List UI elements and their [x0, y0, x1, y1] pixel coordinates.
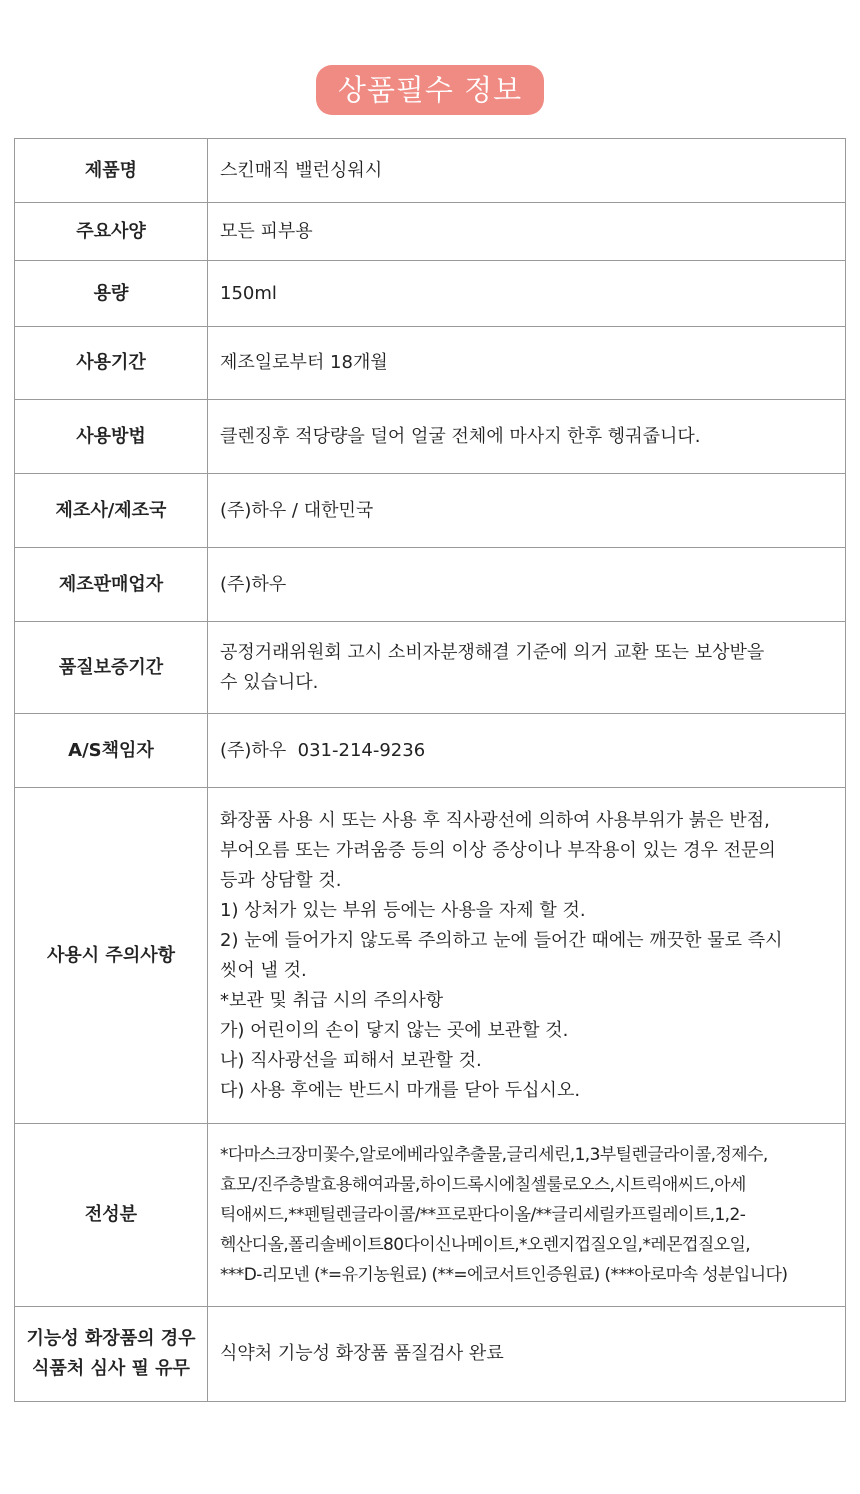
- row-value: 스킨매직 밸런싱워시: [208, 139, 846, 203]
- text-line: *다마스크장미꽃수,알로에베라잎추출물,글리세린,1,3부틸렌글라이콜,정제수,: [220, 1145, 768, 1165]
- row-label: 사용시 주의사항: [15, 788, 208, 1124]
- row-label: 품질보증기간: [15, 622, 208, 714]
- text-line: 등과 상담할 것.: [220, 869, 342, 891]
- row-value: 식약처 기능성 화장품 품질검사 완료: [208, 1307, 846, 1402]
- table-row: [15, 139, 846, 203]
- row-label: 전성분: [15, 1124, 208, 1307]
- row-value: 제조일로부터 18개월: [208, 327, 846, 400]
- label-line: 식품처 심사 필 유무: [32, 1358, 190, 1379]
- table-row: [15, 474, 846, 548]
- product-info-table: [14, 138, 846, 1402]
- table-row: [15, 203, 846, 261]
- table-row: [15, 548, 846, 622]
- table-row: [15, 714, 846, 788]
- row-label: [15, 1307, 208, 1402]
- text-line: ***D-리모넨 (*=유기농원료) (**=에코서트인증원료) (***아로마속 성분입니다): [220, 1265, 788, 1285]
- row-label: 제조사/제조국: [15, 474, 208, 548]
- row-label: 용량: [15, 261, 208, 327]
- text-line: 나) 직사광선을 피해서 보관할 것.: [220, 1049, 482, 1071]
- text-line: 화장품 사용 시 또는 사용 후 직사광선에 의하여 사용부위가 붉은 반점,: [220, 809, 770, 831]
- text-line: 가) 어린이의 손이 닿지 않는 곳에 보관할 것.: [220, 1019, 569, 1041]
- page-title: 상품필수 정보: [316, 65, 544, 115]
- table-row: [15, 1307, 846, 1402]
- row-value: 클렌징후 적당량을 덜어 얼굴 전체에 마사지 한후 헹궈줍니다.: [208, 400, 846, 474]
- label-line: 기능성 화장품의 경우: [26, 1328, 196, 1349]
- text-line: 수 있습니다.: [220, 671, 319, 693]
- text-line: 씻어 낼 것.: [220, 959, 307, 981]
- table-row: [15, 400, 846, 474]
- row-value: [208, 788, 846, 1124]
- row-label: A/S책임자: [15, 714, 208, 788]
- text-line: *보관 및 취급 시의 주의사항: [220, 989, 444, 1011]
- row-value: (주)하우 031-214-9236: [208, 714, 846, 788]
- table-row: [15, 261, 846, 327]
- text-line: 다) 사용 후에는 반드시 마개를 닫아 두십시오.: [220, 1079, 581, 1101]
- table-row: [15, 788, 846, 1124]
- text-line: 공정거래위원회 고시 소비자분쟁해결 기준에 의거 교환 또는 보상받을: [220, 641, 765, 663]
- row-label: 사용방법: [15, 400, 208, 474]
- row-label: 사용기간: [15, 327, 208, 400]
- row-value: 모든 피부용: [208, 203, 846, 261]
- text-line: 효모/진주층발효용해여과물,하이드록시에칠셀룰로오스,시트릭애씨드,아세: [220, 1175, 746, 1195]
- row-label: 제품명: [15, 139, 208, 203]
- text-line: 헥산디올,폴리솔베이트80다이신나메이트,*오렌지껍질오일,*레몬껍질오일,: [220, 1235, 751, 1255]
- text-line: 틱애씨드,**펜틸렌글라이콜/**프로판다이올/**글리세릴카프릴레이트,1,2-: [220, 1205, 746, 1225]
- text-line: 2) 눈에 들어가지 않도록 주의하고 눈에 들어간 때에는 깨끗한 물로 즉시: [220, 929, 783, 951]
- row-value: [208, 622, 846, 714]
- text-line: 1) 상처가 있는 부위 등에는 사용을 자제 할 것.: [220, 899, 586, 921]
- text-line: 부어오름 또는 가려움증 등의 이상 증상이나 부작용이 있는 경우 전문의: [220, 839, 776, 861]
- table-row: [15, 1124, 846, 1307]
- row-value: [208, 1124, 846, 1307]
- table-row: [15, 327, 846, 400]
- row-value: (주)하우 / 대한민국: [208, 474, 846, 548]
- row-label: 제조판매업자: [15, 548, 208, 622]
- row-value: (주)하우: [208, 548, 846, 622]
- row-label: 주요사양: [15, 203, 208, 261]
- row-value: 150ml: [208, 261, 846, 327]
- table-row: [15, 622, 846, 714]
